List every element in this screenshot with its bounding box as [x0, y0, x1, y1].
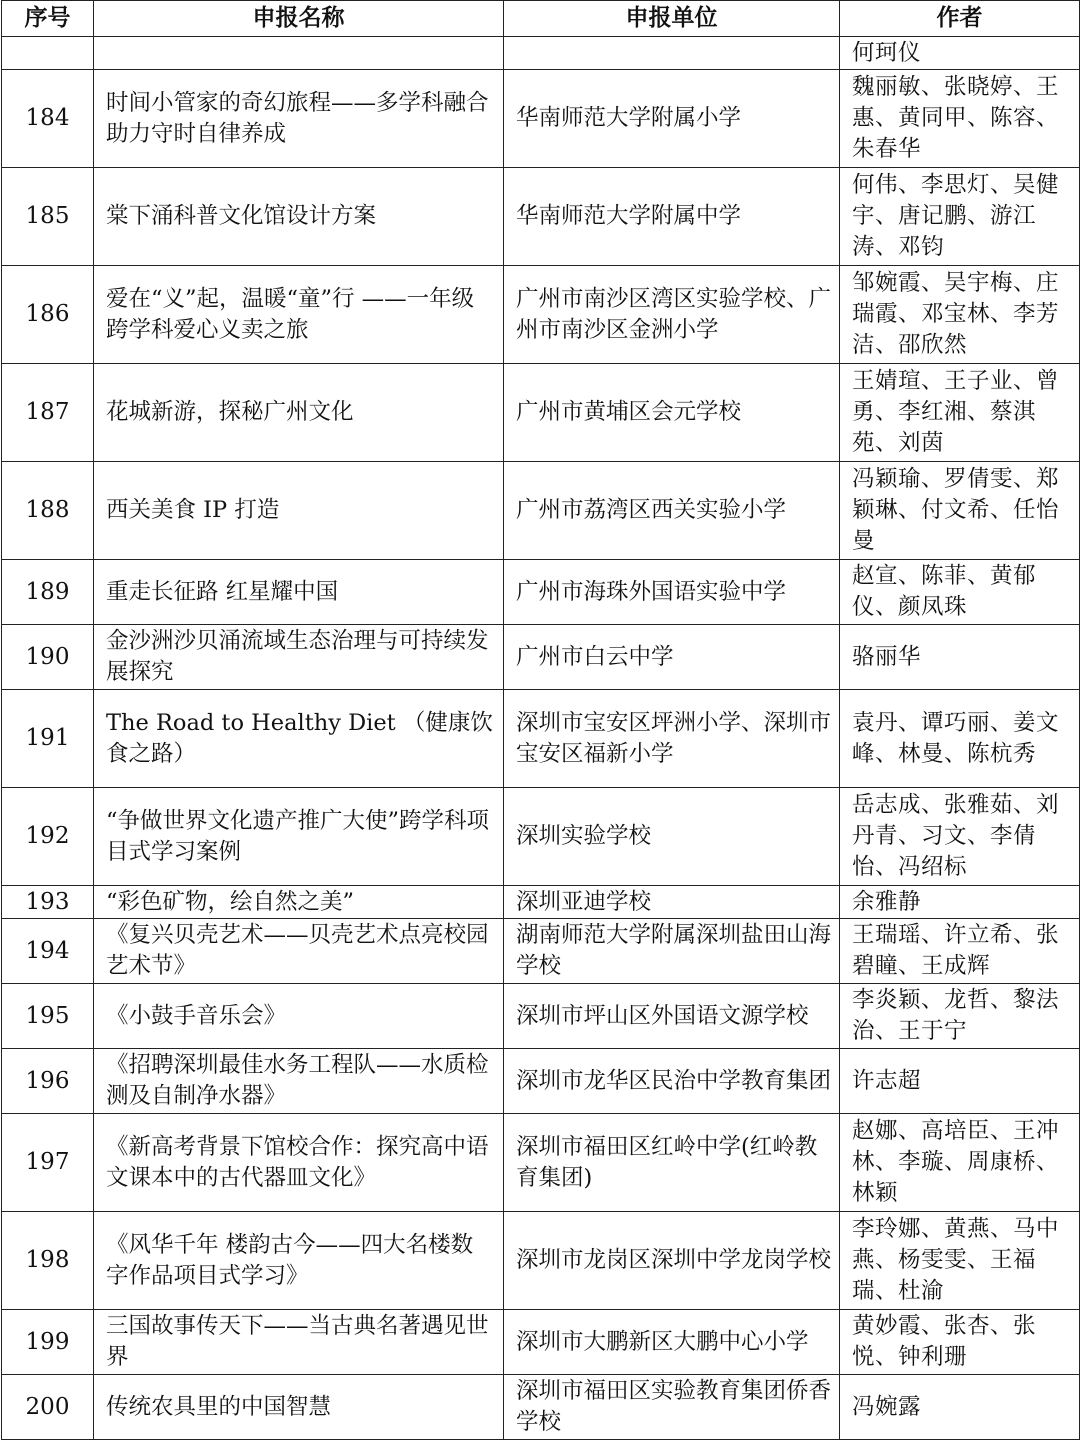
serial-number-cell: 188: [2, 462, 94, 560]
authors-cell: 余雅静: [840, 886, 1080, 919]
table-row: [2, 919, 1080, 984]
serial-number-cell: 191: [2, 690, 94, 788]
authors-cell: 赵宣、陈菲、黄郁仪、颜凤珠: [840, 560, 1080, 625]
table-row: [2, 625, 1080, 690]
serial-number-cell: 197: [2, 1114, 94, 1212]
project-name-cell: 棠下涌科普文化馆设计方案: [94, 168, 504, 266]
table-row: [2, 1049, 1080, 1114]
serial-number-cell: 190: [2, 625, 94, 690]
authors-cell: 岳志成、张雅茹、刘丹青、习文、李倩怡、冯绍标: [840, 788, 1080, 886]
project-name-cell: 《复兴贝壳艺术——贝壳艺术点亮校园艺术节》: [94, 919, 504, 984]
header-serial-number: 序号: [2, 1, 94, 37]
header-applicant-unit: 申报单位: [504, 1, 840, 37]
applicant-unit-cell: 深圳市龙岗区深圳中学龙岗学校: [504, 1212, 840, 1310]
applicant-unit-cell: 深圳市大鹏新区大鹏中心小学: [504, 1310, 840, 1375]
applicant-unit-cell: 广州市海珠外国语实验中学: [504, 560, 840, 625]
table-row: [2, 984, 1080, 1049]
project-name-cell: [94, 37, 504, 70]
serial-number-cell: 189: [2, 560, 94, 625]
serial-number-cell: 193: [2, 886, 94, 919]
project-name-cell: 爱在“义”起，温暖“童”行 ——一年级跨学科爱心义卖之旅: [94, 266, 504, 364]
project-name-cell: “争做世界文化遗产推广大使”跨学科项目式学习案例: [94, 788, 504, 886]
applicant-unit-cell: 华南师范大学附属中学: [504, 168, 840, 266]
applicant-unit-cell: 华南师范大学附属小学: [504, 70, 840, 168]
applicant-unit-cell: 深圳市龙华区民治中学教育集团: [504, 1049, 840, 1114]
authors-cell: 袁丹、谭巧丽、姜文峰、林曼、陈杭秀: [840, 690, 1080, 788]
header-project-name: 申报名称: [94, 1, 504, 37]
serial-number-cell: 185: [2, 168, 94, 266]
authors-cell: 李玲娜、黄燕、马中燕、杨雯雯、王福瑞、杜渝: [840, 1212, 1080, 1310]
project-name-cell: 《小鼓手音乐会》: [94, 984, 504, 1049]
serial-number-cell: 199: [2, 1310, 94, 1375]
applicant-unit-cell: 深圳实验学校: [504, 788, 840, 886]
project-name-cell: 《风华千年 楼韵古今——四大名楼数字作品项目式学习》: [94, 1212, 504, 1310]
project-name-cell: 《招聘深圳最佳水务工程队——水质检测及自制净水器》: [94, 1049, 504, 1114]
authors-cell: 邹婉霞、吴宇梅、庄瑞霞、邓宝林、李芳洁、邵欣然: [840, 266, 1080, 364]
project-name-cell: 传统农具里的中国智慧: [94, 1375, 504, 1440]
applicant-unit-cell: 广州市南沙区湾区实验学校、广州市南沙区金洲小学: [504, 266, 840, 364]
serial-number-cell: [2, 37, 94, 70]
applicant-unit-cell: 广州市黄埔区会元学校: [504, 364, 840, 462]
table-row: [2, 70, 1080, 168]
project-name-cell: “彩色矿物，绘自然之美”: [94, 886, 504, 919]
table-row: [2, 1114, 1080, 1212]
authors-cell: 王婧瑄、王子业、曾勇、李红湘、蔡淇苑、刘茵: [840, 364, 1080, 462]
project-name-cell: 三国故事传天下——当古典名著遇见世界: [94, 1310, 504, 1375]
applicant-unit-cell: [504, 37, 840, 70]
authors-cell: 何伟、李思灯、吴健宇、唐记鹏、游江涛、邓钧: [840, 168, 1080, 266]
project-name-cell: 重走长征路 红星耀中国: [94, 560, 504, 625]
serial-number-cell: 186: [2, 266, 94, 364]
table-row: [2, 1310, 1080, 1375]
authors-cell: 黄妙霞、张杏、张悦、钟利珊: [840, 1310, 1080, 1375]
applicant-unit-cell: 广州市荔湾区西关实验小学: [504, 462, 840, 560]
applicant-unit-cell: 深圳市福田区红岭中学(红岭教育集团): [504, 1114, 840, 1212]
applicant-unit-cell: 广州市白云中学: [504, 625, 840, 690]
authors-cell: 冯婉露: [840, 1375, 1080, 1440]
applicant-unit-cell: 深圳市宝安区坪洲小学、深圳市宝安区福新小学: [504, 690, 840, 788]
serial-number-cell: 198: [2, 1212, 94, 1310]
table-row: [2, 37, 1080, 70]
award-list-table: [1, 0, 1080, 1440]
table-row: [2, 690, 1080, 788]
table-row: [2, 886, 1080, 919]
authors-cell: 王瑞瑶、许立希、张碧瞳、王成辉: [840, 919, 1080, 984]
table-row: [2, 168, 1080, 266]
table-row: [2, 560, 1080, 625]
authors-cell: 许志超: [840, 1049, 1080, 1114]
authors-cell: 骆丽华: [840, 625, 1080, 690]
table-row: [2, 462, 1080, 560]
project-name-cell: 花城新游，探秘广州文化: [94, 364, 504, 462]
project-name-cell: 时间小管家的奇幻旅程——多学科融合助力守时自律养成: [94, 70, 504, 168]
project-name-cell: 西关美食 IP 打造: [94, 462, 504, 560]
table-row: [2, 1375, 1080, 1440]
table-row: [2, 788, 1080, 886]
serial-number-cell: 194: [2, 919, 94, 984]
serial-number-cell: 184: [2, 70, 94, 168]
serial-number-cell: 192: [2, 788, 94, 886]
project-name-cell: 金沙洲沙贝涌流域生态治理与可持续发展探究: [94, 625, 504, 690]
authors-cell: 李炎颖、龙哲、黎法治、王于宁: [840, 984, 1080, 1049]
serial-number-cell: 196: [2, 1049, 94, 1114]
table-body: [2, 37, 1080, 1440]
project-name-cell: 《新高考背景下馆校合作：探究高中语文课本中的古代器皿文化》: [94, 1114, 504, 1212]
serial-number-cell: 195: [2, 984, 94, 1049]
serial-number-cell: 187: [2, 364, 94, 462]
applicant-unit-cell: 湖南师范大学附属深圳盐田山海学校: [504, 919, 840, 984]
applicant-unit-cell: 深圳市坪山区外国语文源学校: [504, 984, 840, 1049]
applicant-unit-cell: 深圳亚迪学校: [504, 886, 840, 919]
authors-cell: 何珂仪: [840, 37, 1080, 70]
serial-number-cell: 200: [2, 1375, 94, 1440]
table-row: [2, 266, 1080, 364]
table-row: [2, 364, 1080, 462]
applicant-unit-cell: 深圳市福田区实验教育集团侨香学校: [504, 1375, 840, 1440]
authors-cell: 魏丽敏、张晓婷、王惠、黄同甲、陈容、朱春华: [840, 70, 1080, 168]
header-authors: 作者: [840, 1, 1080, 37]
table-header-row: [2, 1, 1080, 37]
project-name-cell: The Road to Healthy Diet （健康饮食之路）: [94, 690, 504, 788]
table-row: [2, 1212, 1080, 1310]
authors-cell: 冯颖瑜、罗倩雯、郑颖琳、付文希、任怡曼: [840, 462, 1080, 560]
authors-cell: 赵娜、高培臣、王冲林、李璇、周康桥、林颖: [840, 1114, 1080, 1212]
